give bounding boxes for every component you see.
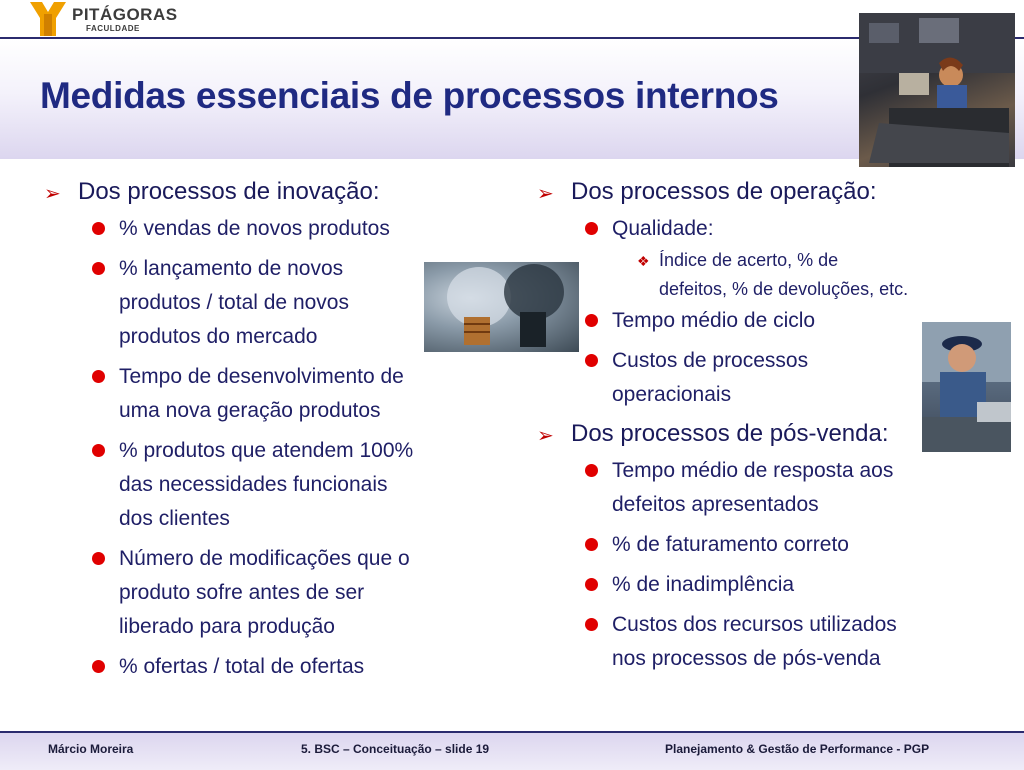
innovation-heading <box>44 178 494 206</box>
slide-title: Medidas essenciais de processos internos <box>40 75 779 116</box>
operation-list <box>585 212 1007 412</box>
list-item-text: % lançamento de novos produtos / total de novos produtos do mercado <box>119 257 349 348</box>
quality-label: Qualidade: <box>612 217 714 240</box>
red-dot-bullet-icon <box>585 578 598 591</box>
footer-slide-number: 5. BSC – Conceituação – slide 19 <box>301 742 490 756</box>
post-sale-heading <box>537 420 1007 448</box>
footer-course: Planejamento & Gestão de Performance - PGP <box>665 742 930 756</box>
list-item <box>585 344 1007 412</box>
list-item <box>92 542 494 644</box>
red-dot-bullet-icon <box>92 262 105 275</box>
list-item-text: % ofertas / total de ofertas <box>119 655 365 678</box>
list-item-text: % de faturamento correto <box>612 533 849 556</box>
logo-subtitle: FACULDADE <box>86 24 140 33</box>
arrow-bullet-icon: ➢ <box>537 183 554 205</box>
list-item-text: Tempo médio de ciclo <box>612 309 816 332</box>
list-item-text: Custos dos recursos utilizados nos processos de pós-venda <box>612 613 897 670</box>
operation-column <box>537 178 1007 682</box>
diamond-bullet-icon: ❖ <box>637 253 650 269</box>
red-dot-bullet-icon <box>585 618 598 631</box>
list-item-text: Tempo médio de resposta aos defeitos apresentados <box>612 459 894 516</box>
logo-mark-icon <box>30 2 66 36</box>
list-item <box>92 252 494 354</box>
list-item <box>92 434 494 536</box>
post-sale-list <box>585 454 1007 676</box>
red-dot-bullet-icon <box>585 538 598 551</box>
red-dot-bullet-icon <box>585 464 598 477</box>
list-item <box>585 568 1007 602</box>
innovation-heading-text: Dos processos de inovação: <box>78 178 380 205</box>
innovation-column <box>44 178 494 690</box>
red-dot-bullet-icon <box>92 444 105 457</box>
red-dot-bullet-icon <box>585 314 598 327</box>
quality-sub-item <box>637 246 1007 304</box>
list-item <box>585 608 1007 676</box>
red-dot-bullet-icon <box>92 222 105 235</box>
arrow-bullet-icon: ➢ <box>537 425 554 447</box>
innovation-list <box>92 212 494 684</box>
list-item-text: % produtos que atendem 100% das necessidades funcionais dos clientes <box>119 439 414 530</box>
red-dot-bullet-icon <box>92 370 105 383</box>
factory-worker-photo <box>859 13 1015 167</box>
list-item <box>585 454 1007 522</box>
quality-sub-text: Índice de acerto, % de defeitos, % de devoluções, etc. <box>659 250 909 299</box>
list-item <box>92 360 494 428</box>
operation-heading <box>537 178 1007 206</box>
red-dot-bullet-icon <box>92 660 105 673</box>
list-item <box>92 650 494 684</box>
list-item-text: Número de modificações que o produto sofre antes de ser liberado para produção <box>119 547 410 638</box>
footer-author: Márcio Moreira <box>48 742 134 756</box>
list-item-text: Tempo de desenvolvimento de uma nova geração produtos <box>119 365 404 422</box>
red-dot-bullet-icon <box>92 552 105 565</box>
list-item <box>92 212 494 246</box>
red-dot-bullet-icon <box>585 354 598 367</box>
list-item-text: % vendas de novos produtos <box>119 217 390 240</box>
post-sale-heading-text: Dos processos de pós-venda: <box>571 420 889 447</box>
list-item <box>585 528 1007 562</box>
list-item-text: % de inadimplência <box>612 573 795 596</box>
operation-items <box>585 304 1007 412</box>
operation-heading-text: Dos processos de operação: <box>571 178 877 205</box>
logo-name: PITÁGORAS <box>72 5 178 24</box>
red-dot-bullet-icon <box>585 222 598 235</box>
list-item <box>585 212 1007 246</box>
list-item-text: Custos de processos operacionais <box>612 349 809 406</box>
arrow-bullet-icon: ➢ <box>44 183 61 205</box>
list-item <box>585 304 1007 338</box>
